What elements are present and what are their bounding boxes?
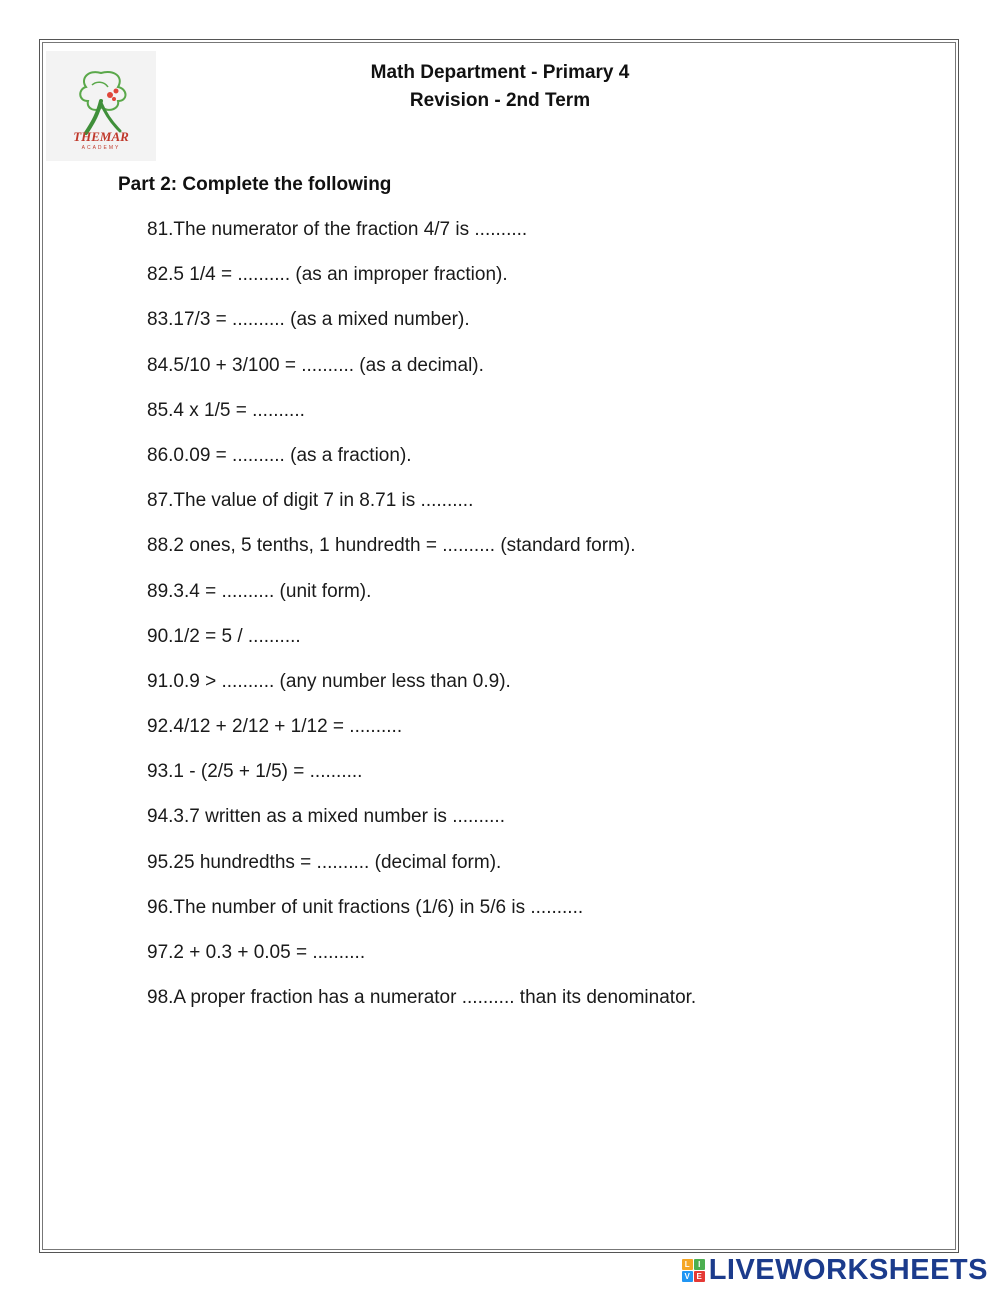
question-item: 88.2 ones, 5 tenths, 1 hundredth = .......... (standard form). bbox=[147, 535, 636, 557]
brand-icon-letter: L bbox=[682, 1259, 693, 1270]
question-item: 94.3.7 written as a mixed number is .......... bbox=[147, 806, 505, 828]
liveworksheets-logo-icon bbox=[682, 1259, 705, 1282]
question-item: 81.The numerator of the fraction 4/7 is .......... bbox=[147, 219, 528, 240]
question-list bbox=[147, 218, 696, 1031]
logo-text: THEMAR bbox=[73, 129, 129, 144]
worksheet-subtitle: Revision - 2nd Term bbox=[409, 90, 591, 111]
question-item: 92.4/12 + 2/12 + 1/12 = .......... bbox=[147, 716, 403, 738]
brand-name: LIVEWORKSHEETS bbox=[708, 1253, 988, 1286]
worksheet-title: Math Department - Primary 4 bbox=[370, 62, 630, 83]
brand-icon-letter: V bbox=[682, 1271, 693, 1282]
brand-icon-letter: I bbox=[694, 1259, 705, 1270]
question-item: 96.The number of unit fractions (1/6) in 5/6 is .......... bbox=[147, 896, 584, 918]
question-item: 87.The value of digit 7 in 8.71 is .......... bbox=[147, 490, 474, 512]
question-item: 82.5 1/4 = .......... (as an improper fraction). bbox=[147, 264, 508, 286]
logo-subtext: ACADEMY bbox=[81, 145, 121, 151]
question-item: 90.1/2 = 5 / .......... bbox=[147, 625, 301, 647]
question-item: 85.4 x 1/5 = .......... bbox=[147, 399, 305, 421]
question-item: 91.0.9 > .......... (any number less than 0.9). bbox=[147, 670, 511, 692]
question-item: 97.2 + 0.3 + 0.05 = .......... bbox=[147, 942, 366, 963]
question-item: 93.1 - (2/5 + 1/5) = .......... bbox=[147, 761, 363, 783]
question-item: 98.A proper fraction has a numerator .......... than its denominator. bbox=[147, 987, 697, 1009]
question-item: 95.25 hundredths = .......... (decimal form). bbox=[147, 851, 502, 873]
question-item: 86.0.09 = .......... (as a fraction). bbox=[147, 444, 412, 466]
section-title: Part 2: Complete the following bbox=[118, 174, 392, 195]
question-item: 83.17/3 = .......... (as a mixed number). bbox=[147, 309, 470, 331]
brand-icon-letter: E bbox=[694, 1271, 705, 1282]
question-item: 89.3.4 = .......... (unit form). bbox=[147, 580, 372, 602]
liveworksheets-brand[interactable] bbox=[682, 1255, 988, 1285]
question-item: 84.5/10 + 3/100 = .......... (as a decimal). bbox=[147, 354, 484, 376]
